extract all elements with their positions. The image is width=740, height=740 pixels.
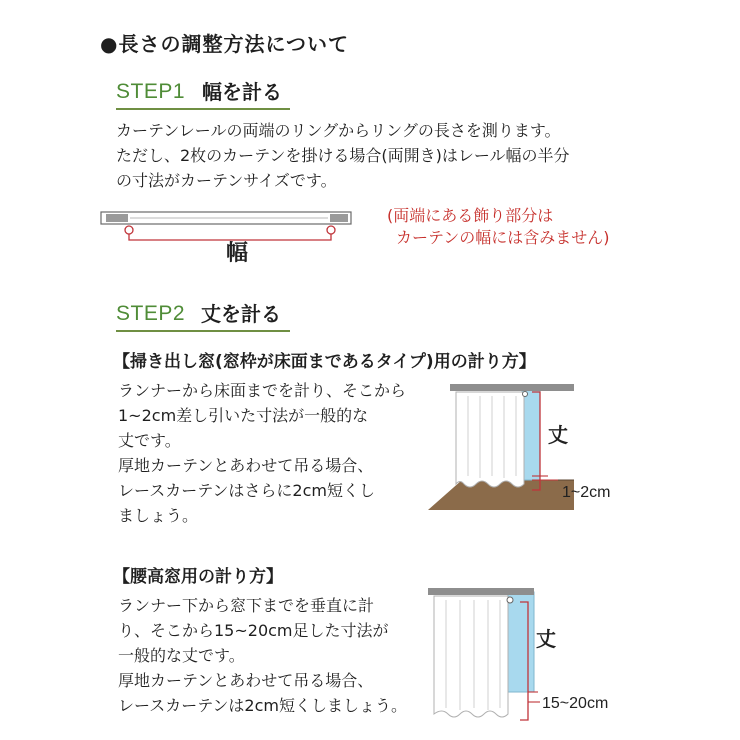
waist-line: り、そこから15~20cm足した寸法が [118,621,389,640]
gap-label: 15~20cm [542,695,609,712]
sweep-line: 厚地カーテンとあわせて吊る場合、 [118,456,374,475]
step1-number: STEP1 [116,80,186,103]
length-label: 丈 [536,629,556,651]
length-label: 丈 [548,425,568,447]
ring-left-icon [125,226,133,234]
rail-end-cap-right [330,214,348,222]
waist-line: 厚地カーテンとあわせて吊る場合、 [118,671,374,690]
curtain-rail [428,588,534,595]
waist-window-heading: 【腰高窓用の計り方】 [113,567,283,587]
runner-icon [507,597,513,603]
floor [428,480,574,510]
waist-line: ランナー下から窓下までを垂直に計 [118,596,375,615]
note-line: カーテンの幅には含みません) [396,228,610,247]
sweep-line: 丈です。 [118,431,181,450]
page-title: ●長さの調整方法について [100,32,350,56]
sweep-window-diagram [428,380,640,512]
sweep-window-description [118,378,406,528]
ornament-note [387,205,609,249]
width-label: 幅 [226,240,249,265]
waist-window-diagram [428,584,640,726]
step1-name: 幅を計る [202,80,282,104]
sweep-line: ランナーから床面までを計り、そこから [118,381,407,400]
curtain [434,596,508,717]
step1-description [116,118,570,193]
waist-window-description [118,593,407,718]
ring-right-icon [327,226,335,234]
rail-width-diagram [100,204,370,266]
gap-label: 1~2cm [562,484,611,501]
window-pane [522,390,540,480]
step1-line: カーテンレールの両端のリングからリングの長さを測ります。 [116,121,561,140]
curtain [456,392,524,487]
runner-icon [523,392,528,397]
step1-line: ただし、2枚のカーテンを掛ける場合(両開き)はレール幅の半分 [116,146,570,165]
window-pane [508,592,534,692]
curtain-rail [450,384,574,391]
step2-number: STEP2 [116,302,186,325]
step1-heading [116,76,290,110]
sweep-line: レースカーテンはさらに2cm短くし [118,481,375,500]
rail-end-cap-left [106,214,128,222]
note-line: (両端にある飾り部分は [387,206,554,225]
sweep-line: ましょう。 [118,506,199,525]
step2-name: 丈を計る [201,302,281,326]
sweep-window-heading: 【掃き出し窓(窓枠が床面まであるタイプ)用の計り方】 [113,352,536,372]
waist-line: 一般的な丈です。 [118,646,245,665]
sweep-line: 1~2cm差し引いた寸法が一般的な [118,406,369,425]
waist-line: レースカーテンは2cm短くしましょう。 [118,696,407,715]
step1-line: の寸法がカーテンサイズです。 [116,171,337,190]
step2-heading [116,298,290,332]
